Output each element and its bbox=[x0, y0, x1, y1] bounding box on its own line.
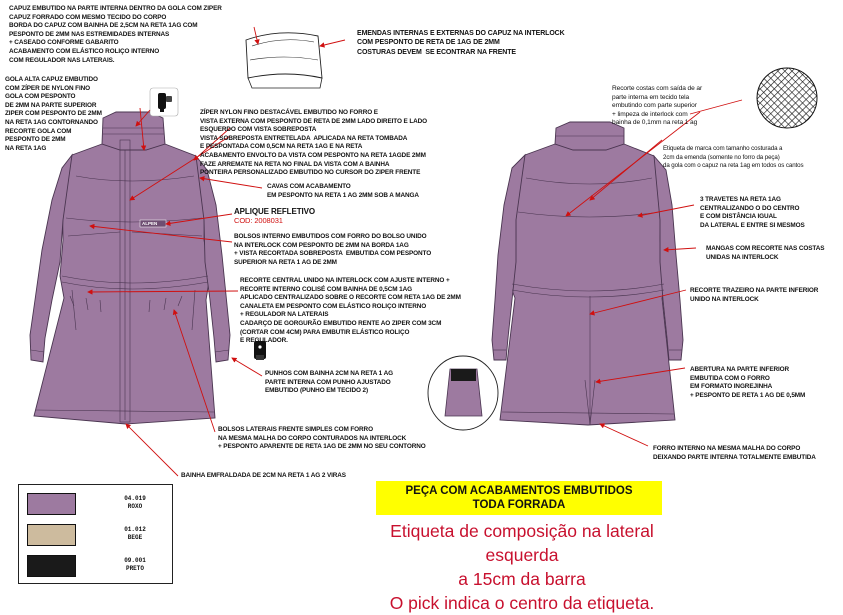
note-back-lower: RECORTE TRAZEIRO NA PARTE INFERIOR UNIDO NA INTERLOCK bbox=[690, 287, 819, 303]
note-hood-seams: EMENDAS INTERNAS E EXTERNAS DO CAPUZ NA INTERLOCK COM PESPONTO DE RETA DE 1AG DE 2MM COSTURAS DEVEM SE ECONTRAR NA FRENTE bbox=[357, 30, 565, 56]
mesh-swatch bbox=[754, 65, 820, 131]
note-vent: ABERTURA NA PARTE INFERIOR EMBUTIDA COM O FORRO EM FORMATO INGREJINHA + PESPONTO DE RETA 1 AG DE 0,5MM bbox=[690, 366, 806, 399]
care-line-3: O pick indica o centro da etiqueta. bbox=[389, 593, 655, 613]
legend-item-purple bbox=[115, 495, 155, 510]
front-collar bbox=[102, 112, 165, 150]
care-label-instructions bbox=[352, 519, 692, 615]
banner-line-1: PEÇA COM ACABAMENTOS EMBUTIDOS bbox=[405, 485, 633, 497]
banner-line-2: TODA FORRADA bbox=[472, 499, 566, 511]
note-sleeves-back: MANGAS COM RECORTE NAS COSTAS UNIDAS NA INTERLOCK bbox=[706, 245, 825, 261]
legend-item-black bbox=[115, 557, 155, 572]
note-hem: BAINHA EMFRALDADA DE 2CM NA RETA 1 AG 2 VIRAS bbox=[181, 472, 346, 479]
legend-name: ROXO bbox=[127, 502, 143, 510]
note-hood: CAPUZ EMBUTIDO NA PARTE INTERNA DENTRO DA GOLA COM ZIPER CAPUZ FORRADO COM MESMO TECIDO DO CORPO BORDA DO CAPUZ COM BAINHA DE 2,5CM NA RETA 1AG COM PESPONTO DE 2MM NAS ESTREMIDADES INTERNAS + CASEADO CONFORME GABARITO ACABAMENTO COM ELÁSTICO ROLIÇO INTERNO COM REGULADOR NAS LATERAIS. bbox=[9, 5, 222, 64]
legend-code: 04.019 bbox=[124, 495, 146, 502]
back-jacket bbox=[492, 122, 683, 425]
swatch-black bbox=[27, 555, 76, 577]
note-inner-pockets: BOLSOS INTERNO EMBUTIDOS COM FORRO DO BOLSO UNIDO NA INTERLOCK COM PESPONTO DE 2MM NA BORDA 1AG + VISTA RECORTADA SOBREPOSTA EMBUTIDA COM PESPONTO SUPERIOR NA RETA 1 AG DE 2MM bbox=[234, 233, 432, 266]
note-sleeve-hole: CAVAS COM ACABAMENTO EM PESPONTO NA RETA 1 AG 2MM SOB A MANGA bbox=[267, 183, 419, 199]
note-side-pockets: BOLSOS LATERAIS FRENTE SIMPLES COM FORRO NA MESMA MALHA DO CORPO CONTURADOS NA INTERLOCK + PESPONTO APARENTE DE RETA 1AG DE 2MM NO SEU CONTORNO bbox=[218, 426, 426, 451]
note-bartacks: 3 TRAVETES NA RETA 1AG CENTRALIZANDO O DO CENTRO E COM DISTÂNCIA IGUAL DA LATERAL E ENTRE SI MESMOS bbox=[700, 196, 805, 229]
back-body bbox=[500, 140, 675, 425]
legend-code: 01.012 bbox=[124, 526, 146, 533]
note-reflective: APLIQUE REFLETIVO bbox=[234, 207, 315, 216]
note-brand-label: Etiqueta de marca com tamanho costurada a 2cm da emenda (somente no forro da peça) da gola com o capuz na reta 1ag em todos os cantos bbox=[663, 145, 804, 170]
note-back-yoke: Recorte costas com saída de ar parte interna em tecido tela embutindo com parte superior + limpeza de interlock com bainha de 0,1mm na reta 1 ag bbox=[612, 85, 703, 127]
note-cuffs: PUNHOS COM BAINHA 2CM NA RETA 1 AG PARTE INTERNA COM PUNHO AJUSTADO EMBUTIDO (PUNHO EM TECIDO 2) bbox=[265, 370, 393, 395]
note-zipper: ZÍPER NYLON FINO DESTACÁVEL EMBUTIDO NO FORRO E VISTA EXTERNA COM PESPONTO DE RETA DE 2MM LADO DIREITO E LADO ESQUERDO COM VISTA SOBREPOSTA VISTA SOBREPOSTA ENTRETELADA APLICADA NA RETA TOMBADA E PESPONTADA COM 0,5CM NA RETA 1AG E NA RETA ACABAMENTO ENVOLTO DA VISTA COM PESPONTO NA RETA 1AGDE 2MM FAZE ARREMATE NA RETA NO FINAL DA VISTA COM A BAINHA PONTEIRA PERSONALIZADO EMBUTIDO NO CURSOR DO ZIPER FRENTE bbox=[200, 109, 428, 177]
note-waist: RECORTE CENTRAL UNIDO NA INTERLOCK COM AJUSTE INTERNO + RECORTE INTERNO COLISÉ COM BAINHA DE 0,5CM 1AG APLICADO CENTRALIZADO SOBRE O RECORTE COM RETA 1AG DE 2MM CANALETA EM PESPONTO COM ELÁSTICO ROLIÇO INTERNO + REGULADOR NA LATERAIS CADARÇO DE GORGURÃO EMBUTIDO RENTE AO ZIPER COM 3CM (CORTAR COM 4CM) PARA EMBUTIR ELÁSTICO ROLIÇO E REGULADOR. bbox=[240, 277, 461, 345]
legend-name: BEGE bbox=[127, 533, 143, 541]
care-line-2: a 15cm da barra bbox=[458, 569, 586, 589]
color-legend bbox=[18, 484, 173, 584]
note-collar: GOLA ALTA CAPUZ EMBUTIDO COM ZÍPER DE NYLON FINO GOLA COM PESPONTO DE 2MM NA PARTE SUPERIOR ZIPER COM PESPONTO DE 2MM NA RETA 1AG CONTORNANDO RECORTE GOLA COM PESPONTO DE 2MM NA RETA 1AG bbox=[5, 76, 102, 152]
legend-code: 09.001 bbox=[124, 557, 146, 564]
legend-item-beige bbox=[115, 526, 155, 541]
finish-banner bbox=[376, 481, 662, 515]
swatch-beige bbox=[27, 524, 76, 546]
swatch-purple bbox=[27, 493, 76, 515]
zip-pull-icon bbox=[150, 88, 178, 116]
legend-name: PRETO bbox=[125, 564, 144, 572]
vent-detail bbox=[428, 356, 498, 430]
chest-logo: ALPEN bbox=[142, 221, 158, 226]
care-line-1: Etiqueta de composição na lateral esquerda bbox=[390, 521, 654, 565]
note-reflective-code: COD: 2008031 bbox=[234, 216, 283, 225]
note-lining: FORRO INTERNO NA MESMA MALHA DO CORPO DEIXANDO PARTE INTERNA TOTALMENTE EMBUTIDA bbox=[653, 445, 816, 461]
